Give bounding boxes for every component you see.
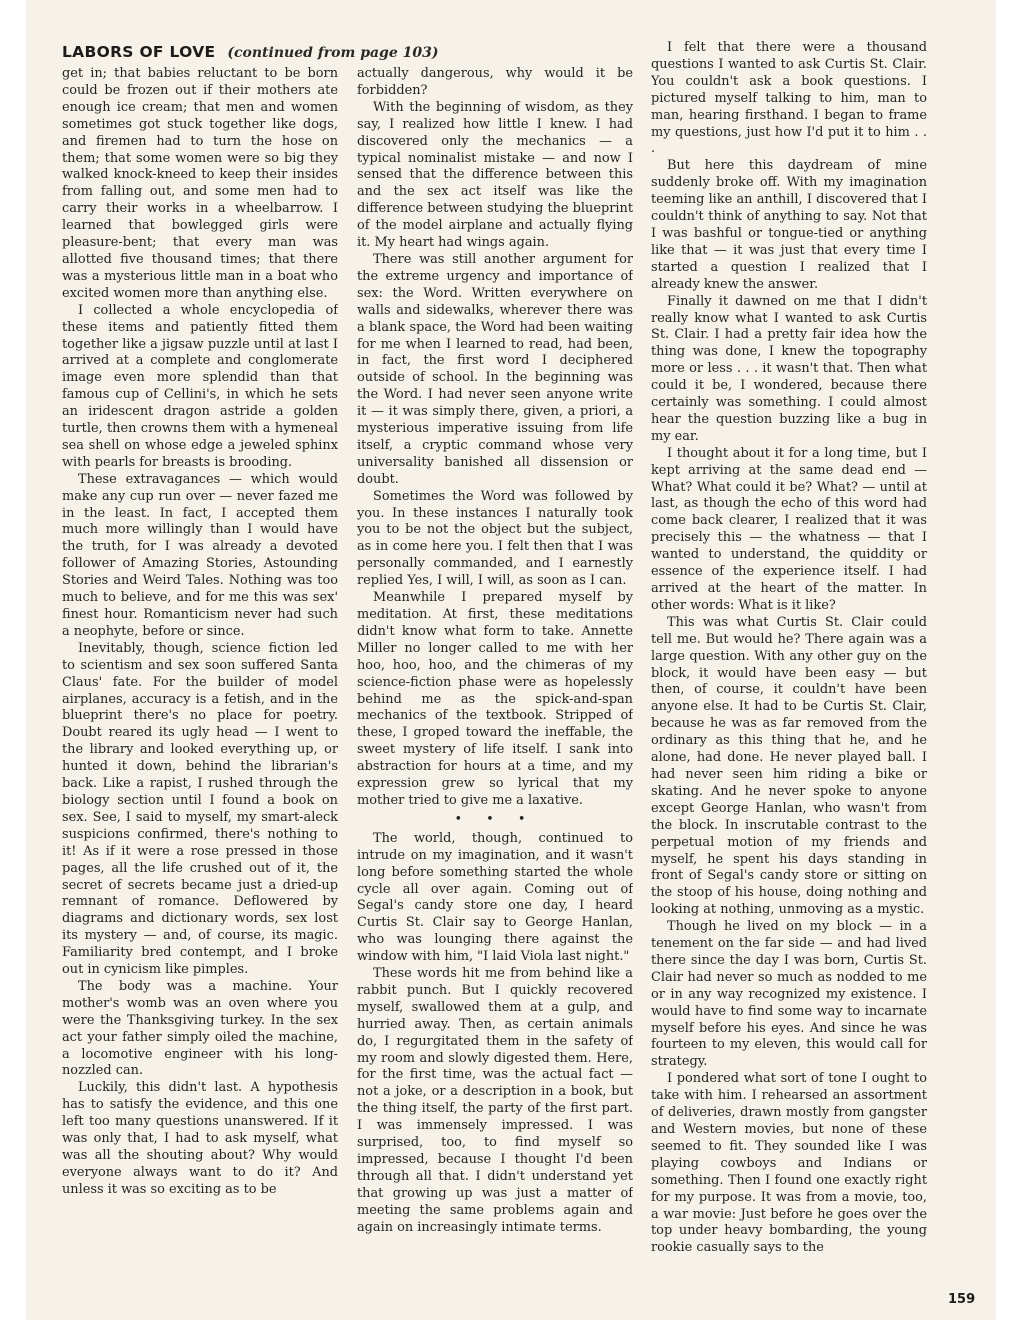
paragraph: There was still another argument for the extreme urgency and importance of sex: the Word. Written everywhere on walls and sidewalks, wherever there was a blank space, the Word had been waiting for me when I learned to read, had been, in fact, the first word I deciphered outside of school. In the beginning was the Word. I had never seen anyone write it — it was simply there, given, a priori, a mysterious imperative issuing from life itself, a cryptic command whose very universality banished all dissension or doubt. [357,251,633,487]
paragraph: actually dangerous, why would it be forbidden? [357,66,633,98]
article-title: LABORS OF LOVE [62,43,216,61]
paragraph: I pondered what sort of tone I ought to take with him. I rehearsed an assortment of deliveries, drawn mostly from gangster and Western movies, but none of these seemed to fit. They sounded like I was playing cowboys and Indians or something. Then I found one exactly right for my purpose. It was from a movie, too, a war movie: Just before he goes over the top under heavy bombarding, the young rookie casually says to the [651,1071,927,1256]
paragraph: Meanwhile I prepared myself by meditation. At first, these meditations didn't know what form to take. Annette Miller no longer called to me with her hoo, hoo, hoo, and the chimeras of my science-fiction phase were as hopelessly behind me as the spick-and-span mechanics of the textbook. Stripped of these, I groped toward the ineffable, the sweet mystery of life itself. I sank into abstraction for hours at a time, and my expression grew so lyrical that my mother tried to give me a laxative. [357,590,633,808]
section-break: • • • [454,811,536,827]
paragraph: The world, though, continued to intrude on my imagination, and it wasn't long before something started the whole cycle all over again. Coming out of Segal's candy store one day, I heard Curtis St. Clair say to George Hanlan, who was lounging there against the window with him, "I laid Viola last night." [357,830,633,965]
paragraph: This was what Curtis St. Clair could tell me. But would he? There again was a large question. With any other guy on the block, it would have been easy — but then, of course, it couldn't have been anyone else. It had to be Curtis St. Clair, because he was as far removed from the ordinary as this thing that he, and he alone, had done. He never played ball. I had never seen him riding a bike or skating. And he never spoke to anyone except George Hanlan, who wasn't from the block. In inscrutable contrast to the perpetual motion of my friends and myself, he spent his days standing in front of Segal's candy store or sitting on the stoop of his house, doing nothing and looking at nothing, unmoving as a mystic. [651,614,927,918]
text-column-middle [357,66,633,1282]
paragraph: Inevitably, though, science fiction led to scientism and sex soon suffered Santa Claus' fate. For the builder of model airplanes, accuracy is a fetish, and in the blueprint there's no place for poetry. Doubt reared its ugly head — I went to the library and looked everything up, or hunted it down, behind the librarian's back. Like a rapist, I rushed through the biology section until I found a book on sex. See, I said to myself, my smart-aleck suspicions confirmed, there's nothing to it! As if it were a rose pressed in those pages, all the life crushed out of it, the secret of secrets became just a dried-up remnant of romance. Deflowered by diagrams and dictionary words, sex lost its mystery — and, of course, its magic. Familiarity bred contempt, and I broke out in cynicism like pimples. [62,640,338,978]
page-header [62,42,622,64]
paragraph: Luckily, this didn't last. A hypothesis has to satisfy the evidence, and this one left too many questions unanswered. If it was only that, I had to ask myself, what was all the shouting about? Why would everyone always want to do it? And unless it was so exciting as to be [62,1080,338,1197]
paragraph: Sometimes the Word was followed by you. In these instances I naturally took you to be not the object but the subject, as in come here you. I felt then that I was personally commanded, and I earnestly replied Yes, I will, I will, as soon as I can. [357,488,633,589]
paragraph: These words hit me from behind like a rabbit punch. But I quickly recovered myself, swallowed them at a gulp, and hurried away. Then, as certain animals do, I regurgitated them in the safety of my room and slowly digested them. Here, for the first time, was the actual fact — not a joke, or a description in a book, but the thing itself, the party of the first part. I was immensely impressed. I was surprised, too, to find myself so impressed, because I thought I'd been through all that. I didn't understand yet that growing up was just a matter of meeting the same problems again and again on increasingly intimate terms. [357,966,633,1235]
paragraph: Finally it dawned on me that I didn't really know what I wanted to ask Curtis St. Clair. I had a pretty fair idea how the thing was done, I knew the topography more or less . . . it wasn't that. Then what could it be, I wondered, because there certainly was something. I could almost hear the question buzzing like a bug in my ear. [651,293,927,444]
text-column-right [651,40,927,1284]
paragraph: I collected a whole encyclopedia of these items and patiently fitted them together like a jigsaw puzzle until at last I arrived at a complete and conglomerate image even more splendid than that famous cup of Cellini's, in which he sets an iridescent dragon astride a golden turtle, then crowns them with a hymeneal sea shell on whose edge a jeweled sphinx with pearls for breasts is brooding. [62,302,338,470]
page-number: 159 [948,1292,976,1307]
paragraph: With the beginning of wisdom, as they say, I realized how little I knew. I had discovered only the mechanics — a typical nominalist mistake — and now I sensed that the difference between this and the sex act itself was like the difference between studying the blueprint of the model airplane and actually flying it. My heart had wings again. [357,99,633,251]
paragraph: These extravagances — which would make any cup run over — never fazed me in the least. In fact, I accepted them much more willingly than I would have the truth, for I was already a devoted follower of Amazing Stories, Astounding Stories and Weird Tales. Nothing was too much to believe, and for me this was sex' finest hour. Romanticism never had such a neophyte, before or since. [62,471,338,639]
paragraph: I thought about it for a long time, but I kept arriving at the same dead end — What? What could it be? What? — until at last, as though the echo of this word had come back clearer, I realized that it was precisely this — the whatness — that I wanted to understand, the quiddity or essence of the experience itself. I had arrived at the heart of the matter. In other words: What is it like? [651,445,927,613]
paragraph: The body was a machine. Your mother's womb was an oven where you were the Thanksgiving turkey. In the sex act your father simply oiled the machine, a locomotive engineer with his long-nozzled can. [62,978,338,1079]
text-column-left [62,66,338,1282]
paragraph: Though he lived on my block — in a tenement on the far side — and had lived there since the day I was born, Curtis St. Clair had never so much as nodded to me or in any way recognized my existence. I would have to find some way to incarnate myself before his eyes. And since he was fourteen to my eleven, this would call for strategy. [651,919,927,1070]
paragraph: I felt that there were a thousand questions I wanted to ask Curtis St. Clair. You couldn't ask a book questions. I pictured myself talking to him, man to man, hearing firsthand. I began to frame my questions, just how I'd put it to him . . . [651,40,927,157]
paragraph: get in; that babies reluctant to be born could be frozen out if their mothers ate enough ice cream; that men and women sometimes got stuck together like dogs, and firemen had to turn the hose on them; that some women were so big they walked knock-kneed to keep their insides from falling out, and some men had to carry their works in a wheelbarrow. I learned that bowlegged girls were pleasure-bent; that every man was allotted five thousand times; that there was a mysterious little man in a boat who excited women more than anything else. [62,66,338,301]
continued-note: (continued from page 103) [227,45,439,61]
paragraph: But here this daydream of mine suddenly broke off. With my imagination teeming like an anthill, I discovered that I couldn't think of anything to say. Not that I was bashful or tongue-tied or anything like that — it was just that every time I started a question I realized that I already knew the answer. [651,158,927,292]
